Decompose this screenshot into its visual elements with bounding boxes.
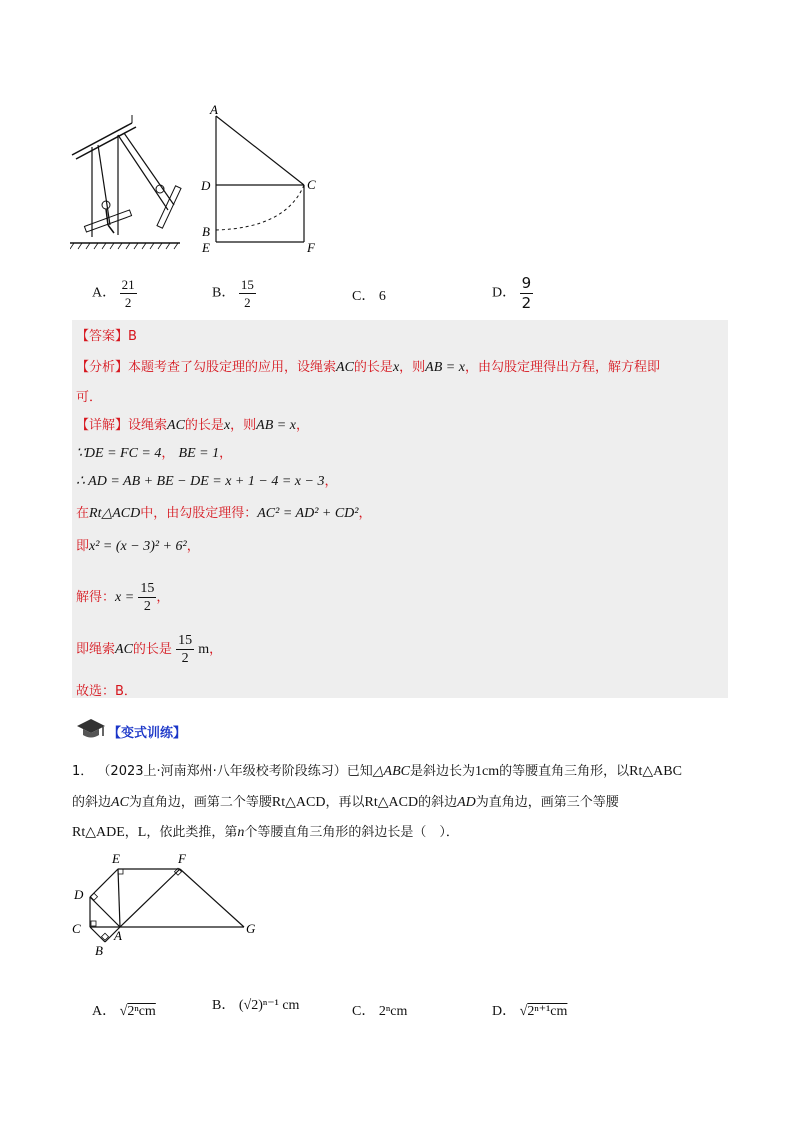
detail-line-7: 即绳索AC的长是 $\frac{15}{2}$ m， (76, 633, 223, 666)
swing-illustration (70, 115, 185, 255)
option-c-2[interactable]: C． 2ⁿcm (352, 1004, 408, 1019)
answer-line: 【答案】B (76, 329, 137, 344)
label-E2: E (112, 851, 120, 866)
detail-line-8: 故选：B． (76, 684, 137, 699)
question-line-2: 的斜边AC为直角边，画第二个等腰Rt△ACD，再以Rt△ACD的斜边AD为直角边，画第三个等腰 (72, 795, 619, 810)
detail-line-1: 【详解】设绳索AC的长是x，则AB = x， (76, 418, 309, 433)
label-B2: B (95, 943, 103, 958)
section-title: 【变式训练】 (108, 726, 187, 741)
option-d-1[interactable]: D． $\frac{9}{2}$ (492, 274, 532, 312)
label-B: B (202, 224, 210, 239)
detail-line-5: 即x² = (x − 3)² + 6²， (76, 539, 200, 554)
label-C: C (307, 177, 316, 192)
analysis-line-1: 【分析】本题考查了勾股定理的应用，设绳索AC的长是x，则AB = x，由勾股定理得出方程，解方程即 (76, 360, 660, 375)
sqrt-icon: √ (119, 1004, 128, 1019)
fraction-21-2: $\frac{21}{2}$ (121, 277, 135, 310)
option-b-2[interactable]: B． (√2)ⁿ⁻¹ cm (212, 998, 300, 1013)
question-line-1: 1． （2023上·河南郑州·八年级校考阶段练习）已知△ABC是斜边长为1cm的等腰直角三角形，以Rt△ABC (72, 764, 682, 779)
label-F: F (307, 240, 315, 255)
option-c-1[interactable]: C． 6 (352, 289, 386, 304)
label-A2: A (114, 928, 122, 943)
fraction-15-2: $\frac{15}{2}$ (240, 277, 254, 310)
analysis-line-2: 可． (76, 390, 103, 405)
detail-line-4: 在Rt△ACD中，由勾股定理得：AC² = AD² + CD²， (76, 506, 372, 521)
detail-line-3: ∴ AD = AB + BE − DE = x + 1 − 4 = x − 3， (76, 474, 338, 489)
geometry-diagram-2 (68, 845, 268, 960)
sqrt-icon: √ (519, 1004, 528, 1019)
option-a-1[interactable]: A． $\frac{21}{2}$ (92, 277, 135, 310)
label-G2: G (246, 921, 256, 936)
detail-line-2: ∵DE = FC = 4， BE = 1， (76, 446, 233, 461)
detail-line-6: 解得：x = $\frac{15}{2}$ ， (76, 581, 170, 614)
geometry-diagram-1 (196, 100, 336, 260)
label-F2: F (178, 851, 186, 866)
option-b-1[interactable]: B． $\frac{15}{2}$ (212, 277, 254, 310)
option-a-2[interactable]: A． √2ⁿcm (92, 1004, 156, 1019)
question-line-3: Rt△ADE，L，依此类推，第n个等腰直角三角形的斜边长是（ ）． (72, 825, 459, 840)
label-D: D (201, 178, 211, 193)
label-D2: D (74, 887, 84, 902)
label-A: A (210, 102, 218, 117)
fraction-9-2: $\frac{9}{2}$ (521, 274, 532, 312)
option-d-2[interactable]: D． √2ⁿ⁺¹cm (492, 1004, 568, 1019)
graduation-cap-icon (76, 717, 106, 741)
label-C2: C (72, 921, 81, 936)
label-E: E (202, 240, 210, 255)
